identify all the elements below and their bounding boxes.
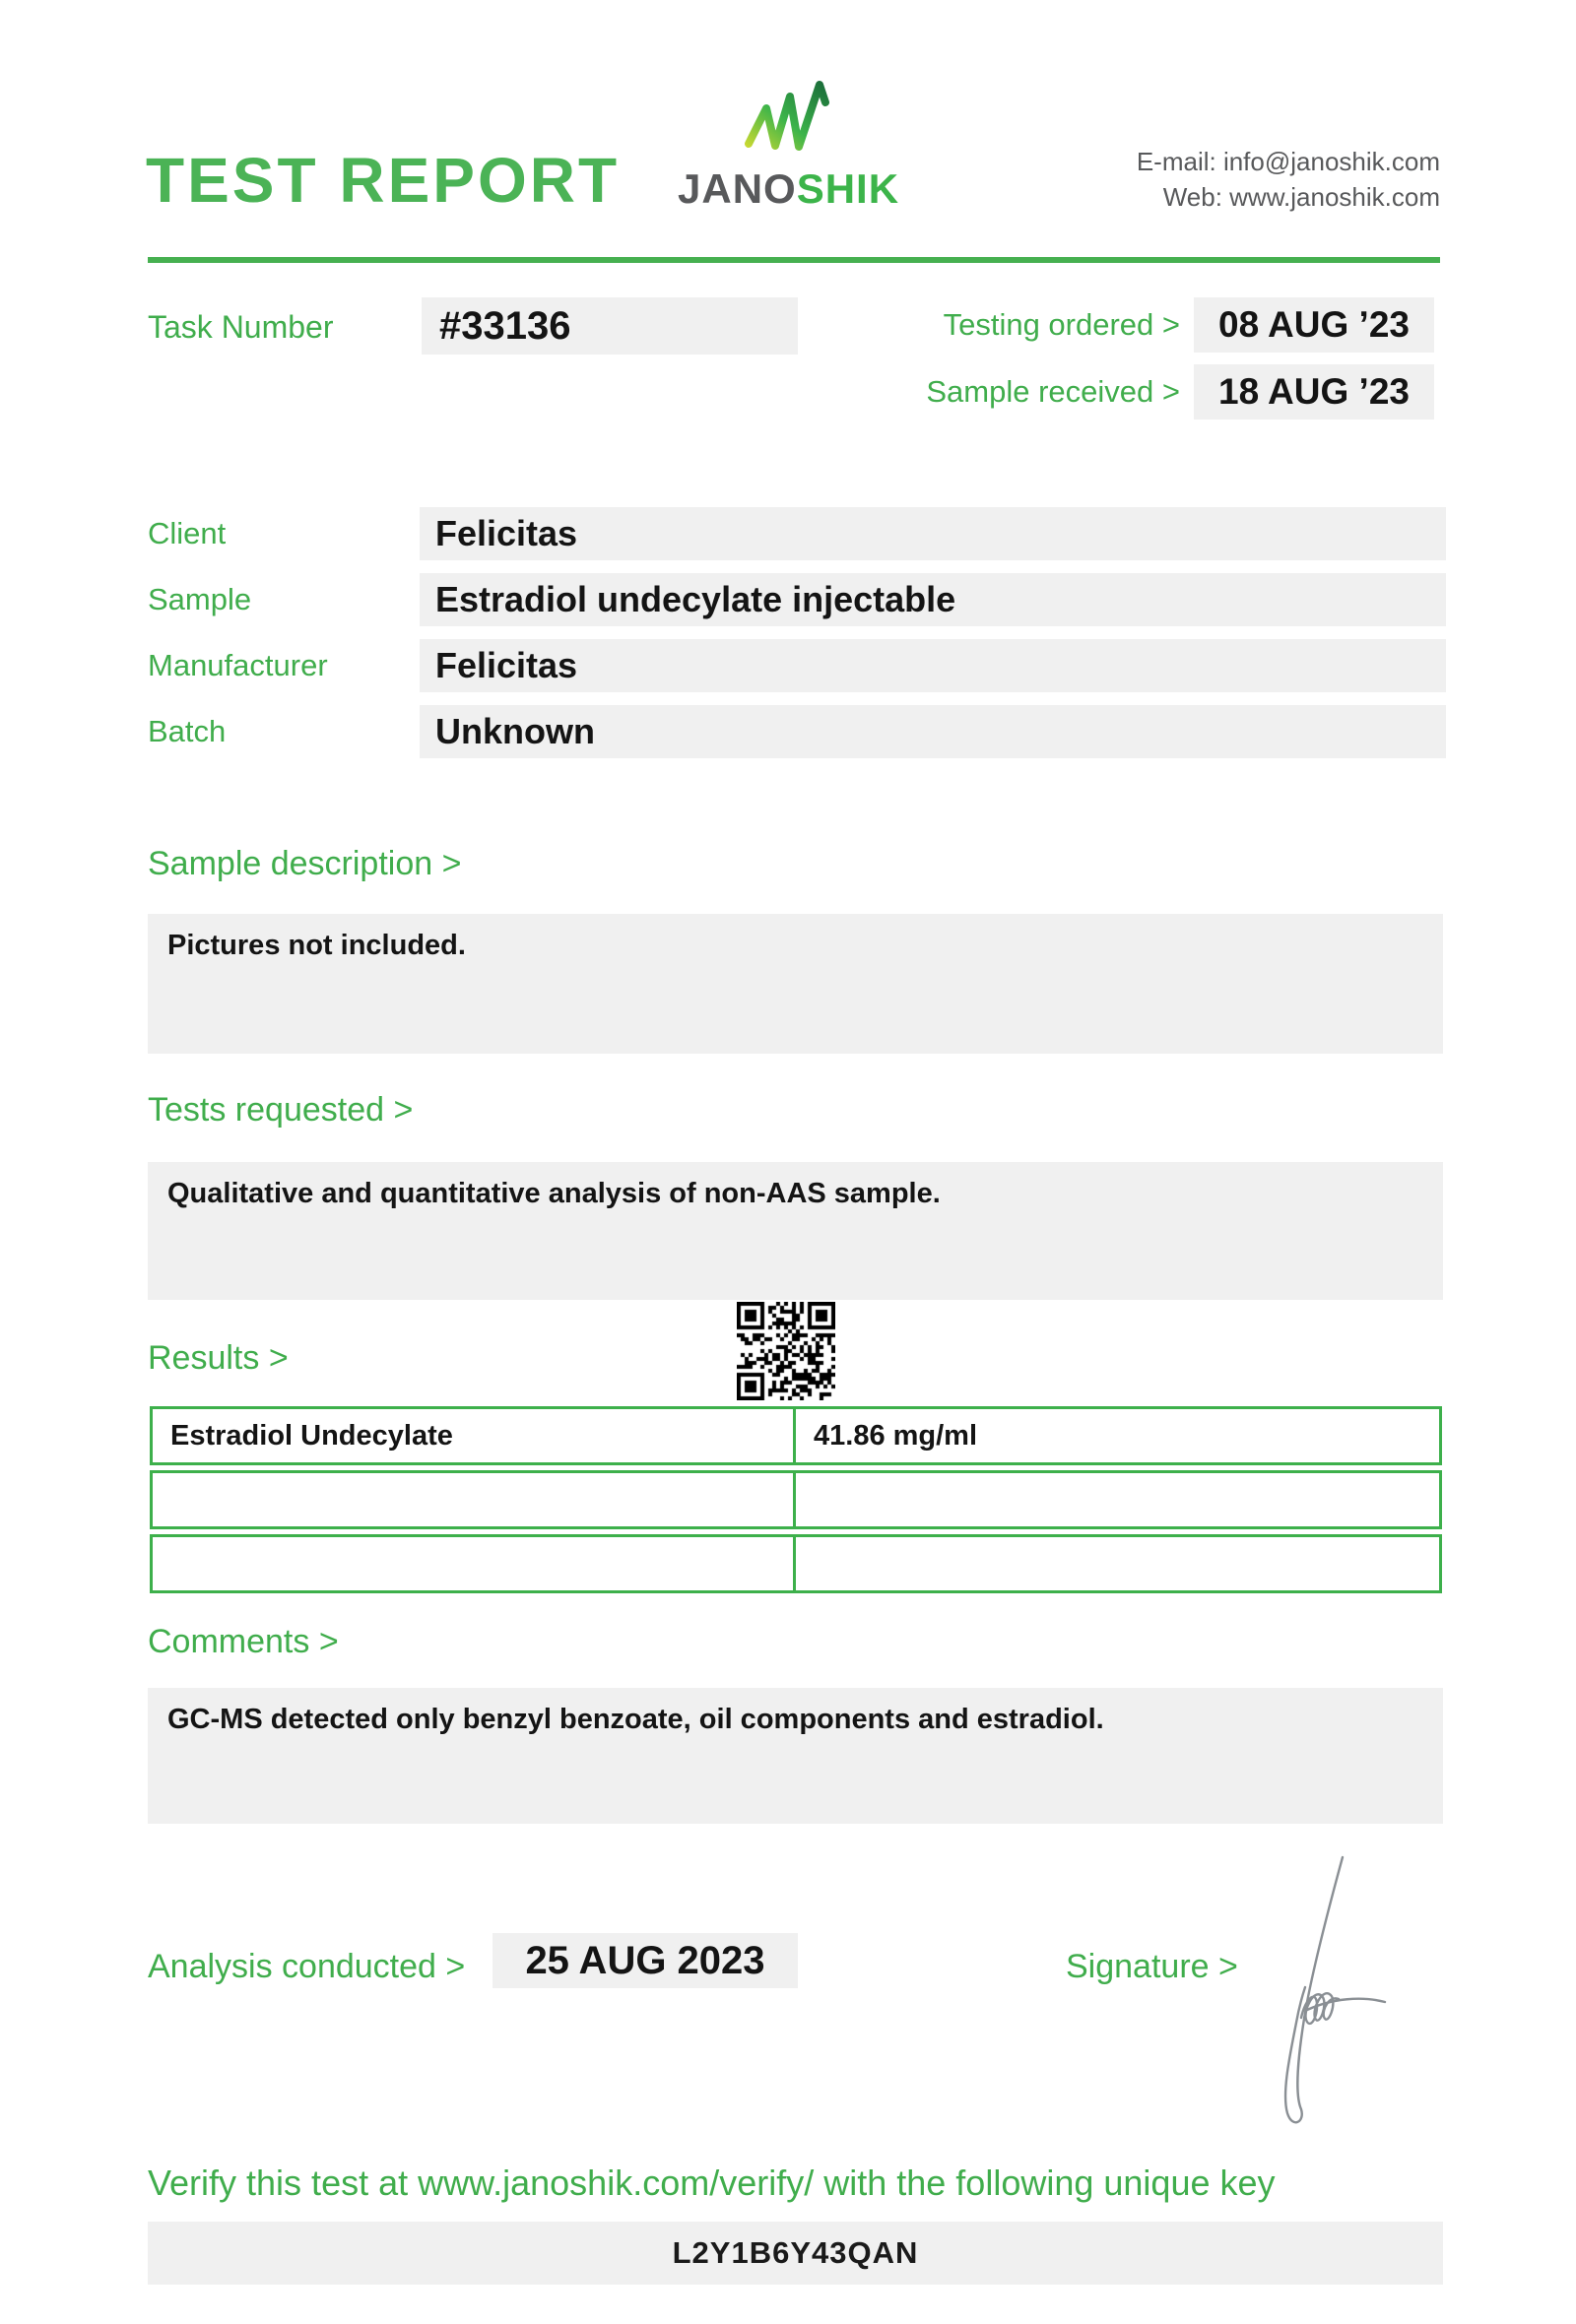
task-number-label: Task Number [148,309,334,345]
result-amount-cell [796,1473,1439,1526]
result-amount-cell [796,1537,1439,1590]
client-row [148,507,1446,560]
manufacturer-label: Manufacturer [148,648,328,682]
signature-label: Signature > [1066,1948,1238,1985]
rising-chart-icon [741,75,835,161]
result-row [150,1406,1442,1465]
analysis-conducted-value: 25 AUG 2023 [492,1933,798,1988]
result-row [150,1534,1442,1593]
result-substance-cell: Estradiol Undecylate [153,1409,796,1462]
result-substance-cell [153,1473,796,1526]
manufacturer-value: Felicitas [420,639,1446,692]
sample-received-row [886,364,1434,420]
task-number-value: #33136 [422,297,798,355]
sample-received-value: 18 AUG ’23 [1194,364,1434,420]
batch-row [148,705,1446,758]
contact-info [1137,144,1440,215]
web-line: Web: www.janoshik.com [1162,182,1440,212]
comments-heading: Comments > [148,1623,339,1660]
analysis-conducted-label: Analysis conducted > [148,1948,466,1985]
result-row [150,1470,1442,1529]
qr-code [737,1302,835,1400]
verify-text: Verify this test at www.janoshik.com/verify/ with the following unique key [148,2163,1276,2203]
result-substance-cell [153,1537,796,1590]
sample-description-heading: Sample description > [148,845,462,882]
batch-label: Batch [148,714,227,748]
tests-requested-box [148,1162,1443,1300]
header-divider [148,257,1440,263]
testing-ordered-value: 08 AUG ’23 [1194,297,1434,353]
dates-block [886,297,1434,431]
sample-received-label: Sample received > [926,374,1180,409]
signature-image [1266,1849,1404,2140]
sample-info-section [148,507,1446,771]
tests-requested-heading: Tests requested > [148,1091,414,1129]
logo-wordmark [678,165,898,213]
batch-value: Unknown [420,705,1446,758]
client-value: Felicitas [420,507,1446,560]
client-label: Client [148,516,227,550]
results-heading: Results > [148,1339,289,1377]
tests-requested-text: Qualitative and quantitative analysis of non-AAS sample. [167,1178,941,1209]
results-table [150,1406,1442,1598]
comments-text: GC-MS detected only benzyl benzoate, oil components and estradiol. [167,1704,1104,1735]
report-title: TEST REPORT [146,145,621,216]
sample-label: Sample [148,582,252,616]
logo-text-jano: JANO [678,165,797,212]
testing-ordered-row [886,297,1434,353]
sample-description-box [148,914,1443,1054]
unique-key-value: L2Y1B6Y43QAN [672,2235,919,2270]
manufacturer-row [148,639,1446,692]
unique-key-box [148,2222,1443,2285]
result-amount-cell: 41.86 mg/ml [814,1420,978,1452]
sample-value: Estradiol undecylate injectable [420,573,1446,626]
sample-row [148,573,1446,626]
email-line: E-mail: info@janoshik.com [1136,147,1440,176]
comments-box [148,1688,1443,1824]
testing-ordered-label: Testing ordered > [943,307,1180,342]
sample-description-text: Pictures not included. [167,930,466,961]
logo-text-shik: SHIK [796,165,900,212]
company-logo [678,75,898,213]
